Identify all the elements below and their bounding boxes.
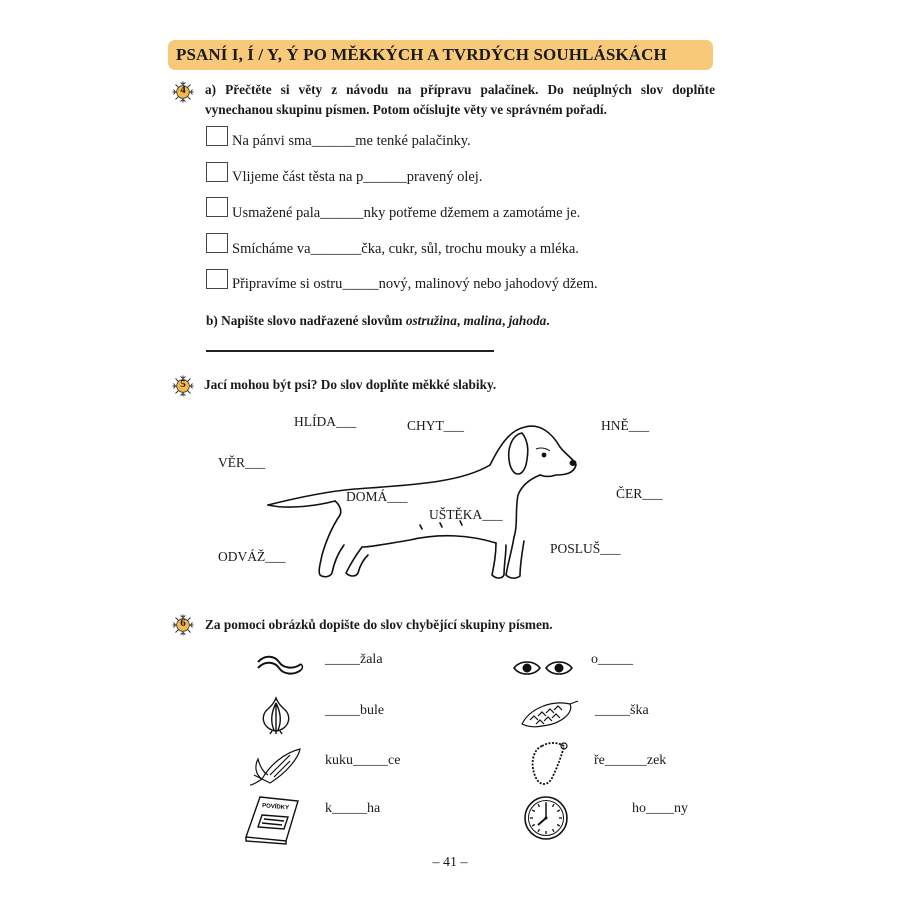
section-title: PSANÍ I, Í / Y, Ý PO MĚKKÝCH A TVRDÝCH SOUHLÁSKÁCH bbox=[168, 40, 713, 70]
fill-word-re: ře______zek bbox=[594, 753, 667, 768]
fill-word-ho: ho____ny bbox=[632, 801, 688, 816]
corn-icon bbox=[250, 745, 305, 787]
order-box-2[interactable] bbox=[206, 162, 228, 182]
dog-word-hne: HNĚ___ bbox=[601, 418, 649, 433]
exercise-6-badge: 6 bbox=[172, 614, 198, 636]
dog-word-poslus: POSLUŠ___ bbox=[550, 541, 621, 556]
fill-word-ska: _____ška bbox=[595, 703, 649, 718]
book-cover-text: POVÍDKY bbox=[261, 803, 290, 812]
sentence-5: Připravíme si ostru_____nový, malinový nebo jahodový džem. bbox=[232, 276, 598, 292]
fill-word-bule: _____bule bbox=[325, 703, 385, 718]
clock-icon bbox=[523, 795, 569, 841]
book-icon bbox=[242, 795, 302, 845]
dog-word-ver: VĚR___ bbox=[218, 455, 266, 470]
sentence-1: Na pánvi sma______me tenké palačinky. bbox=[232, 133, 471, 149]
fill-word-o: o_____ bbox=[591, 652, 633, 667]
dog-word-chyt: CHYT___ bbox=[407, 418, 464, 433]
exercise-5-instruction: Jací mohou být psi? Do slov doplňte měkké slabiky. bbox=[204, 377, 497, 392]
dog-word-cer: ČER___ bbox=[616, 486, 663, 501]
exercise-4-badge: 4 bbox=[172, 81, 198, 103]
fill-word-k: k_____ha bbox=[325, 801, 381, 816]
dog-word-doma: DOMÁ___ bbox=[346, 489, 408, 504]
dog-word-usteka: UŠTĚKA___ bbox=[429, 507, 503, 522]
order-box-3[interactable] bbox=[206, 197, 228, 217]
order-box-1[interactable] bbox=[206, 126, 228, 146]
onion-icon bbox=[258, 695, 294, 735]
sentence-2: Vlijeme část těsta na p______pravený olej. bbox=[232, 169, 483, 185]
dog-word-odvaz: ODVÁŽ___ bbox=[218, 549, 286, 564]
sentence-3: Usmažené pala______nky potřeme džemem a zamotáme je. bbox=[232, 205, 581, 221]
worm-icon bbox=[255, 652, 305, 680]
order-box-4[interactable] bbox=[206, 233, 228, 253]
answer-line[interactable] bbox=[206, 350, 494, 352]
dog-word-hlida: HLÍDA___ bbox=[294, 414, 357, 429]
fill-word-kuku: kuku_____ce bbox=[325, 753, 401, 768]
sentence-4: Smícháme va_______čka, cukr, sůl, trochu mouky a mléka. bbox=[232, 241, 579, 257]
fill-word-zala: _____žala bbox=[325, 652, 383, 667]
pine-cone-icon bbox=[518, 698, 580, 730]
exercise-4b-instruction: b) Napište slovo nadřazené slovům ostružina, malina, jahoda. bbox=[206, 313, 550, 328]
necklace-icon bbox=[528, 740, 572, 788]
exercise-4-instruction: a) Přečtěte si věty z návodu na přípravu palačinek. Do neúplných slov doplňte vynechanou skupinu písmen. Potom očíslujte věty ve správném pořadí. bbox=[205, 82, 715, 117]
exercise-6-instruction: Za pomoci obrázků dopište do slov chybějící skupiny písmen. bbox=[205, 617, 553, 632]
eyes-icon bbox=[512, 658, 574, 678]
dachshund-icon bbox=[260, 415, 585, 585]
exercise-5-badge: 5 bbox=[172, 375, 198, 397]
page-number: – 41 – bbox=[432, 855, 468, 870]
order-box-5[interactable] bbox=[206, 269, 228, 289]
